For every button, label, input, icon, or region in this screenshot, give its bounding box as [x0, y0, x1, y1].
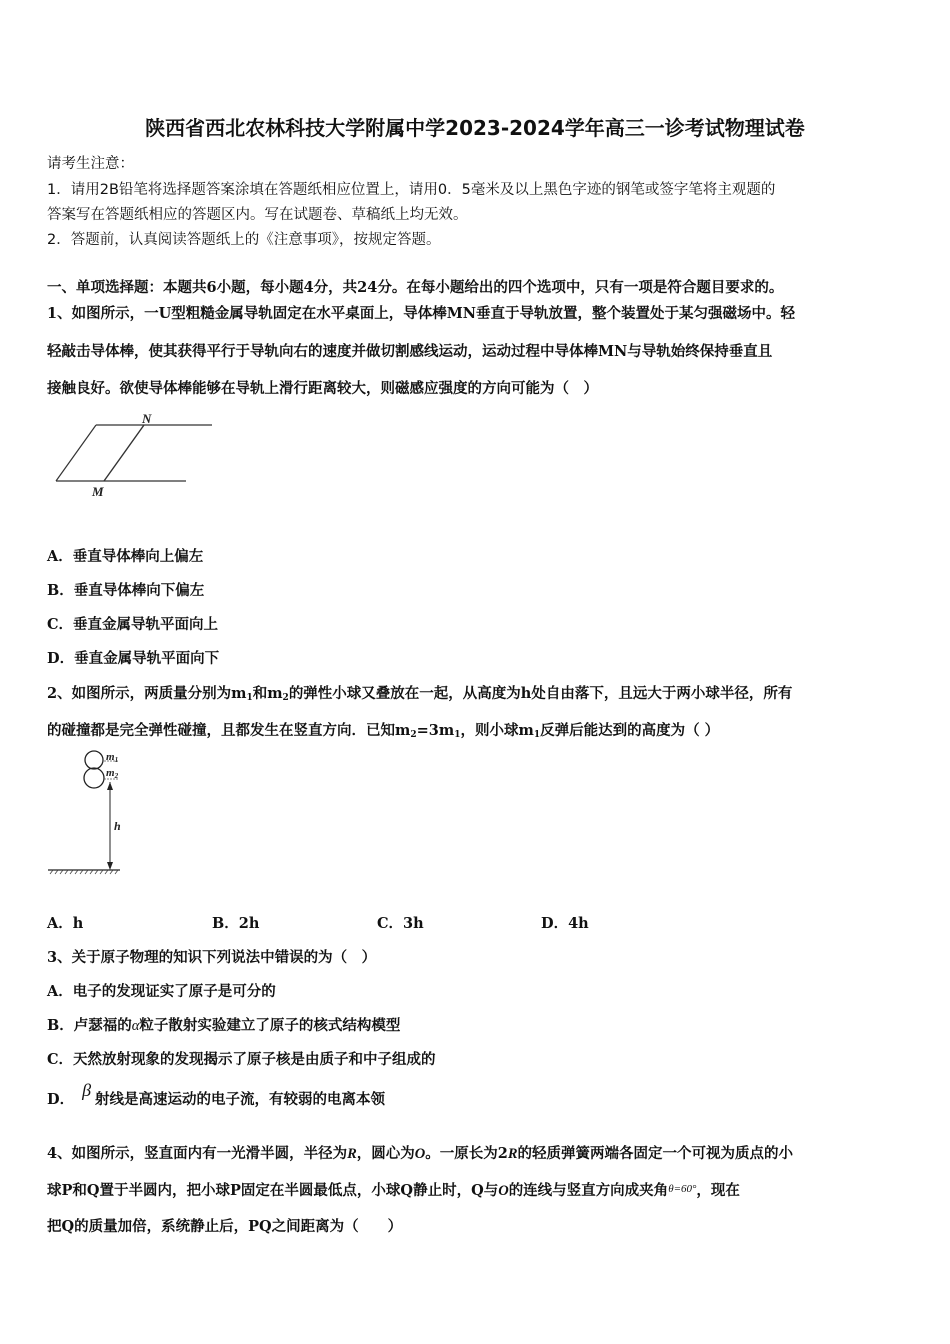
q1-stem-line-1: 1、如图所示，一U型粗糙金属导轨固定在水平桌面上，导体棒MN垂直于导轨放置，整个装置处于某匀强磁场中。轻 [47, 305, 796, 322]
q1-stem-line-3: 接触良好。欲使导体棒能够在导轨上滑行距离较大，则磁感应强度的方向可能为（ ） [47, 380, 598, 397]
q2-option-a[interactable]: A．h [47, 915, 84, 932]
notice-item-1: 1．请用2B铅笔将选择题答案涂填在答题纸相应位置上，请用0．5毫米及以上黑色字迹的钢笔或签字笔将主观题的 [47, 182, 776, 198]
q2-stacked-balls-figure [44, 748, 144, 878]
q1-stem-line-2: 轻敲击导体棒，使其获得平行于导轨向右的速度并做切割感线运动，运动过程中导体棒MN与导轨始终保持垂直且 [47, 343, 773, 360]
q3-option-a[interactable]: A．电子的发现证实了原子是可分的 [47, 983, 276, 1000]
q3-stem: 3、关于原子物理的知识下列说法中错误的为（ ） [47, 949, 377, 966]
section-heading: 一、单项选择题：本题共6小题，每小题4分，共24分。在每小题给出的四个选项中，只有一项是符合题目要求的。 [47, 279, 784, 296]
q2-option-d[interactable]: D．4h [541, 915, 589, 932]
notice-heading: 请考生注意： [47, 156, 134, 172]
notice-item-2: 2．答题前，认真阅读答题纸上的《注意事项》，按规定答题。 [47, 232, 441, 248]
q2-label-m2: m [106, 767, 115, 779]
alpha-symbol: α [131, 1018, 140, 1034]
q3-option-b[interactable]: B．卢瑟福的α粒子散射实验建立了原子的核式结构模型 [47, 1017, 401, 1034]
q1-option-d[interactable]: D．垂直金属导轨平面向下 [47, 650, 220, 667]
svg-text:m1: m1 [106, 751, 119, 764]
q1-label-n: N [142, 411, 152, 426]
q1-option-a[interactable]: A．垂直导体棒向上偏左 [47, 548, 204, 565]
q2-label-h: h [114, 819, 121, 833]
q2-label-m1: m [106, 751, 115, 763]
q1-option-b[interactable]: B．垂直导体棒向下偏左 [47, 582, 205, 599]
q2-stem-line-2: 的碰撞都是完全弹性碰撞，且都发生在竖直方向．已知$m_2=3m_1$，则小球$m_1$反弹后能达到的高度为（ ） [47, 722, 720, 740]
q4-stem-line-2: 球P和Q置于半圆内，把小球P固定在半圆最低点，小球Q静止时，Q与O的连线与竖直方向成夹角$^{\theta=60^\circ}$，现在 [47, 1182, 740, 1199]
q4-stem-line-3: 把Q的质量加倍，系统静止后，PQ之间距离为（ ） [47, 1218, 403, 1235]
theta-expression: θ=60° [668, 1183, 697, 1195]
q3-option-c[interactable]: C．天然放射现象的发现揭示了原子核是由质子和中子组成的 [47, 1051, 436, 1068]
svg-text:m2: m2 [106, 767, 119, 780]
q2-stem-line-1: 2、如图所示，两质量分别为$m_1$和$m_2$的弹性小球又叠放在一起，从高度为h处自由落下，且远大于两小球半径，所有 [47, 685, 793, 703]
q3-option-d[interactable]: D． β 射线是高速运动的电子流，有较弱的电离本领 [47, 1080, 386, 1108]
q4-stem-line-1: 4、如图所示，竖直面内有一光滑半圆，半径为R，圆心为O。一原长为2R的轻质弹簧两端各固定一个可视为质点的小 [47, 1145, 794, 1162]
q1-option-c[interactable]: C．垂直金属导轨平面向上 [47, 616, 219, 633]
q2-option-b[interactable]: B．2h [212, 915, 260, 932]
q2-option-c[interactable]: C．3h [377, 915, 424, 932]
q1-label-m: M [92, 484, 104, 499]
page-title: 陕西省西北农林科技大学附属中学2023-2024学年高三一诊考试物理试卷 [145, 116, 805, 140]
notice-item-1-cont: 答案写在答题纸相应的答题区内。写在试题卷、草稿纸上均无效。 [47, 207, 468, 223]
beta-symbol: β [82, 1080, 92, 1100]
q1-rail-figure [50, 405, 220, 500]
